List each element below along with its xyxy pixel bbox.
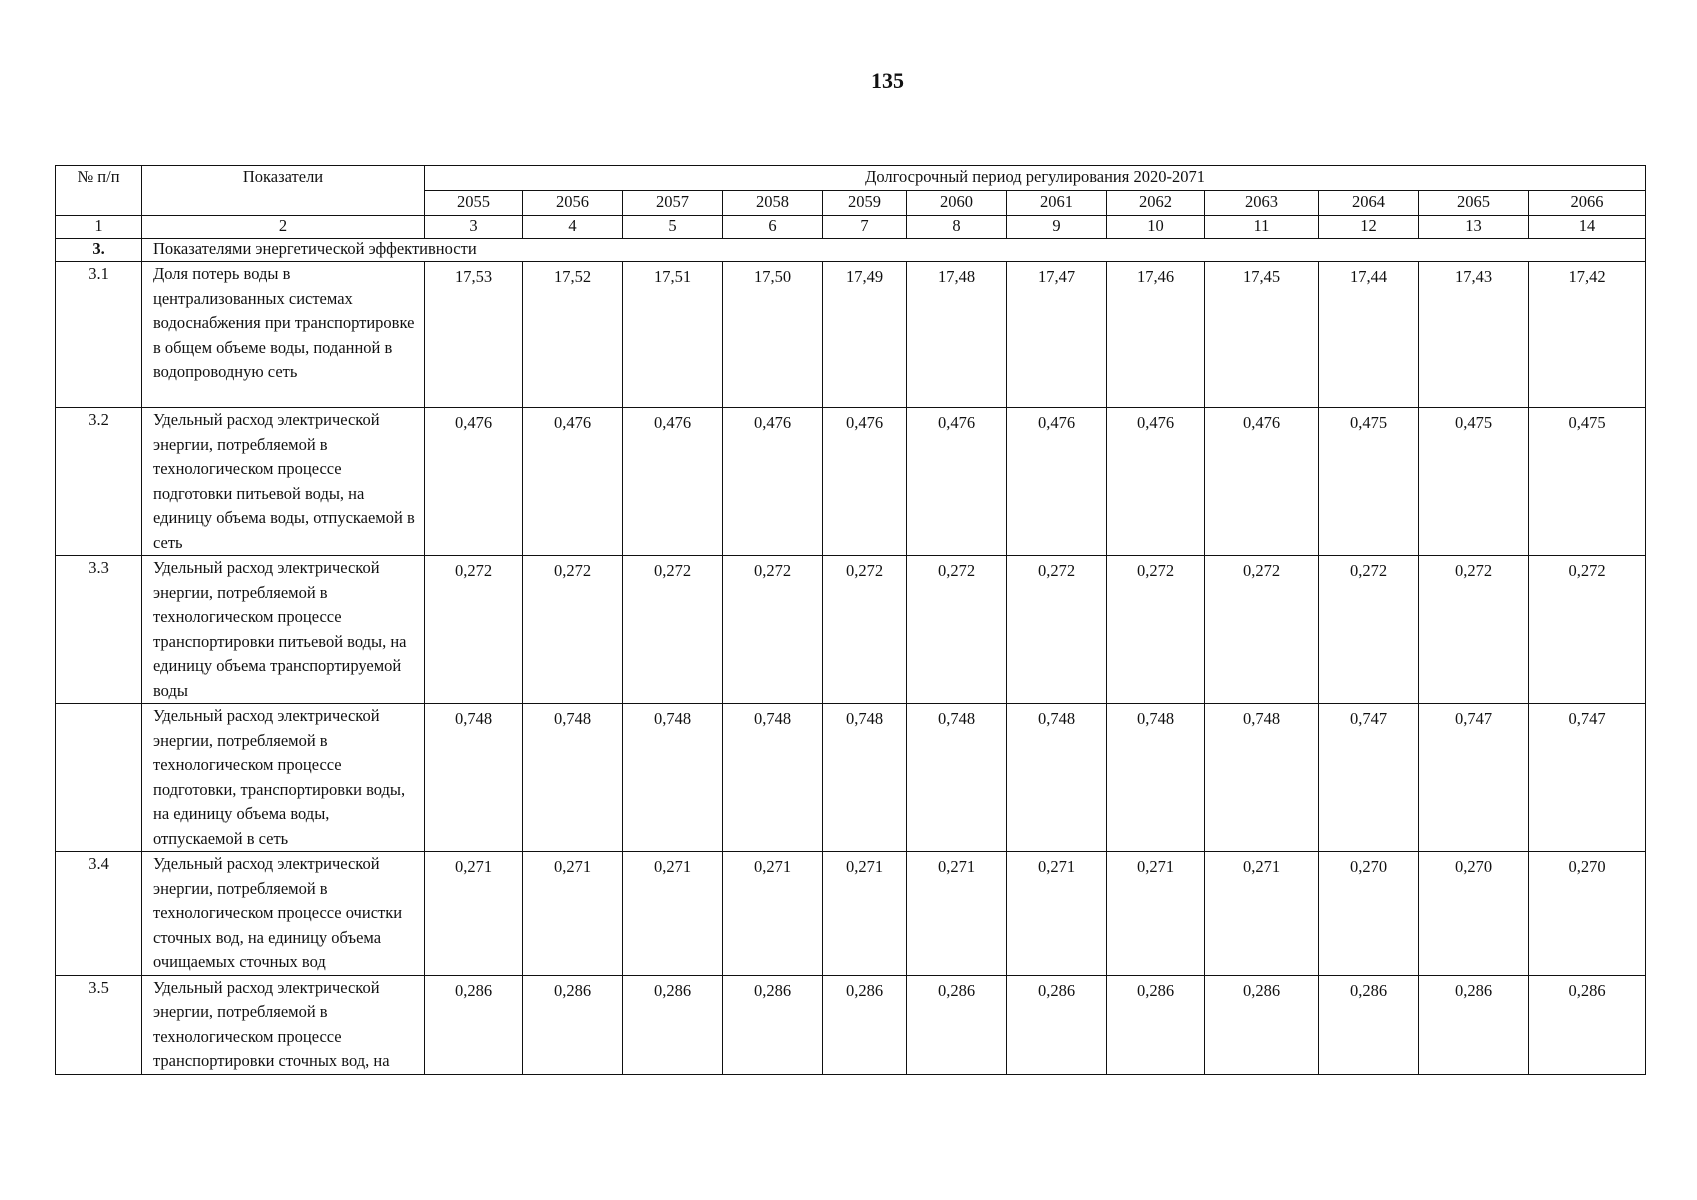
indicator-name: Удельный расход электрической энергии, потребляемой в технологическом процессе подготовки питьевой воды, на единицу объема воды, отпускаемой в сеть: [142, 408, 425, 556]
indicator-value: 0,747: [1419, 704, 1529, 852]
year-header: 2058: [723, 191, 823, 216]
indicator-value: 0,476: [425, 408, 523, 556]
indicator-value: 0,272: [623, 556, 723, 704]
year-header: 2066: [1529, 191, 1646, 216]
indicator-value: 0,286: [523, 975, 623, 1074]
indicator-value: 0,286: [907, 975, 1007, 1074]
table-row: [56, 262, 1646, 408]
indicator-value: 0,272: [1107, 556, 1205, 704]
indicator-name: Удельный расход электрической энергии, потребляемой в технологическом процессе очистки сточных вод, на единицу объема очищаемых сточных вод: [142, 852, 425, 976]
column-number: 5: [623, 216, 723, 239]
indicator-value: 0,476: [1205, 408, 1319, 556]
indicator-name: Удельный расход электрической энергии, потребляемой в технологическом процессе транспортировки питьевой воды, на единицу объема транспортируемой воды: [142, 556, 425, 704]
column-number: 4: [523, 216, 623, 239]
indicator-name: Удельный расход электрической энергии, потребляемой в технологическом процессе подготовки, транспортировки воды, на единицу объема воды, отпускаемой в сеть: [142, 704, 425, 852]
indicator-value: 0,271: [1205, 852, 1319, 976]
column-number: 1: [56, 216, 142, 239]
indicator-value: 0,476: [523, 408, 623, 556]
column-number: 6: [723, 216, 823, 239]
indicator-value: 0,272: [823, 556, 907, 704]
indicator-value: 0,286: [1529, 975, 1646, 1074]
table-row: [56, 852, 1646, 976]
indicator-value: 0,272: [523, 556, 623, 704]
column-numbers-row: [56, 216, 1646, 239]
page-number: 135: [871, 68, 904, 93]
indicator-value: 17,47: [1007, 262, 1107, 408]
header-col-num: № п/п: [56, 166, 142, 216]
indicator-value: 0,271: [523, 852, 623, 976]
year-header: 2060: [907, 191, 1007, 216]
indicator-value: 0,286: [623, 975, 723, 1074]
indicator-value: 0,747: [1529, 704, 1646, 852]
indicator-value: 17,49: [823, 262, 907, 408]
indicator-value: 0,272: [907, 556, 1007, 704]
indicator-value: 0,272: [1205, 556, 1319, 704]
indicator-value: 0,748: [523, 704, 623, 852]
row-number: 3.4: [56, 852, 142, 976]
indicators-table: [55, 165, 1646, 1075]
indicator-name: Удельный расход электрической энергии, потребляемой в технологическом процессе транспортировки сточных вод, на: [142, 975, 425, 1074]
indicator-value: 17,44: [1319, 262, 1419, 408]
header-period: Долгосрочный период регулирования 2020-2071: [425, 166, 1646, 191]
year-header: 2056: [523, 191, 623, 216]
column-number: 11: [1205, 216, 1319, 239]
column-number: 9: [1007, 216, 1107, 239]
year-header: 2063: [1205, 191, 1319, 216]
year-header: 2065: [1419, 191, 1529, 216]
indicator-value: 0,476: [823, 408, 907, 556]
indicator-value: 17,50: [723, 262, 823, 408]
row-number: [56, 704, 142, 852]
indicator-value: 0,748: [425, 704, 523, 852]
indicator-value: 0,476: [723, 408, 823, 556]
indicator-value: 17,42: [1529, 262, 1646, 408]
indicator-value: 0,286: [1107, 975, 1205, 1074]
indicator-value: 0,271: [623, 852, 723, 976]
year-header: 2059: [823, 191, 907, 216]
indicator-value: 0,475: [1529, 408, 1646, 556]
indicator-value: 0,286: [1205, 975, 1319, 1074]
table-row: [56, 704, 1646, 852]
column-number: 12: [1319, 216, 1419, 239]
column-number: 8: [907, 216, 1007, 239]
indicator-value: 0,748: [823, 704, 907, 852]
indicator-value: 0,272: [1319, 556, 1419, 704]
indicator-value: 0,476: [1107, 408, 1205, 556]
indicator-value: 0,272: [1529, 556, 1646, 704]
indicator-value: 0,271: [823, 852, 907, 976]
indicator-value: 17,52: [523, 262, 623, 408]
section-title: Показателями энергетической эффективности: [142, 239, 1646, 262]
indicator-value: 0,476: [907, 408, 1007, 556]
indicator-value: 17,53: [425, 262, 523, 408]
row-number: 3.2: [56, 408, 142, 556]
indicator-value: 0,476: [623, 408, 723, 556]
table-row: [56, 408, 1646, 556]
header-col-indicator: Показатели: [142, 166, 425, 216]
indicator-value: 0,272: [425, 556, 523, 704]
year-header: 2057: [623, 191, 723, 216]
year-header: 2055: [425, 191, 523, 216]
indicator-value: 0,271: [1107, 852, 1205, 976]
section-number: 3.: [56, 239, 142, 262]
indicator-value: 0,286: [723, 975, 823, 1074]
indicator-value: 0,748: [1205, 704, 1319, 852]
indicator-value: 0,286: [823, 975, 907, 1074]
indicator-value: 0,271: [425, 852, 523, 976]
section-row: [56, 239, 1646, 262]
year-header: 2064: [1319, 191, 1419, 216]
indicator-value: 17,51: [623, 262, 723, 408]
indicator-value: 0,748: [1107, 704, 1205, 852]
indicator-value: 0,748: [623, 704, 723, 852]
row-number: 3.1: [56, 262, 142, 408]
indicator-value: 0,475: [1419, 408, 1529, 556]
indicator-value: 0,286: [1419, 975, 1529, 1074]
table-row: [56, 975, 1646, 1074]
indicator-value: 0,272: [1007, 556, 1107, 704]
column-number: 7: [823, 216, 907, 239]
indicator-value: 17,45: [1205, 262, 1319, 408]
indicator-value: 0,270: [1419, 852, 1529, 976]
indicator-name: Доля потерь воды в централизованных системах водоснабжения при транспортировке в общем объеме воды, поданной в водопроводную сеть: [142, 262, 425, 408]
indicator-value: 0,748: [723, 704, 823, 852]
table-row: [56, 556, 1646, 704]
indicator-value: 0,270: [1319, 852, 1419, 976]
indicator-value: 0,271: [907, 852, 1007, 976]
year-header: 2061: [1007, 191, 1107, 216]
column-number: 3: [425, 216, 523, 239]
indicator-value: 0,286: [425, 975, 523, 1074]
indicator-value: 0,475: [1319, 408, 1419, 556]
indicator-value: 17,43: [1419, 262, 1529, 408]
column-number: 2: [142, 216, 425, 239]
indicator-value: 0,748: [1007, 704, 1107, 852]
row-number: 3.5: [56, 975, 142, 1074]
header-row-1: [56, 166, 1646, 191]
indicator-value: 0,270: [1529, 852, 1646, 976]
indicator-value: 0,286: [1319, 975, 1419, 1074]
indicator-value: 0,271: [723, 852, 823, 976]
indicator-value: 17,46: [1107, 262, 1205, 408]
column-number: 13: [1419, 216, 1529, 239]
indicator-value: 0,476: [1007, 408, 1107, 556]
indicator-value: 0,272: [723, 556, 823, 704]
column-number: 10: [1107, 216, 1205, 239]
indicator-value: 0,747: [1319, 704, 1419, 852]
column-number: 14: [1529, 216, 1646, 239]
indicator-value: 0,272: [1419, 556, 1529, 704]
year-header: 2062: [1107, 191, 1205, 216]
indicator-value: 0,271: [1007, 852, 1107, 976]
indicator-value: 0,748: [907, 704, 1007, 852]
row-number: 3.3: [56, 556, 142, 704]
indicator-value: 0,286: [1007, 975, 1107, 1074]
indicator-value: 17,48: [907, 262, 1007, 408]
